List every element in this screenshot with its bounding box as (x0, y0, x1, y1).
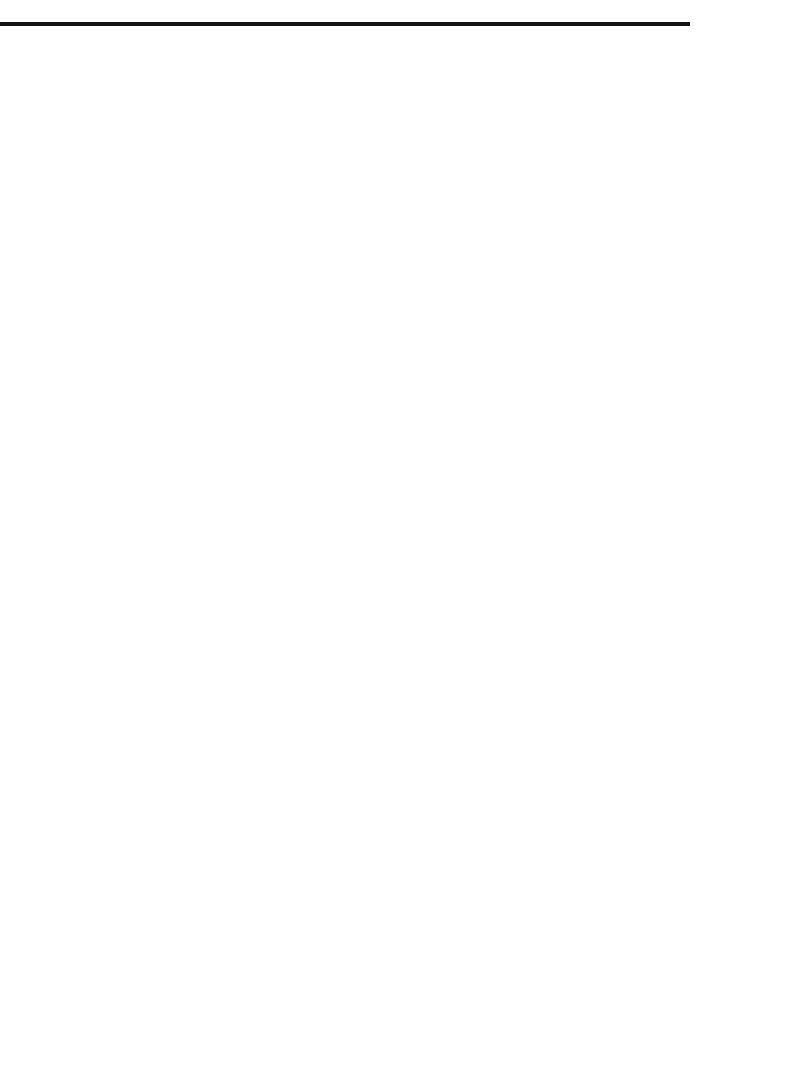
header-rule (0, 22, 690, 26)
